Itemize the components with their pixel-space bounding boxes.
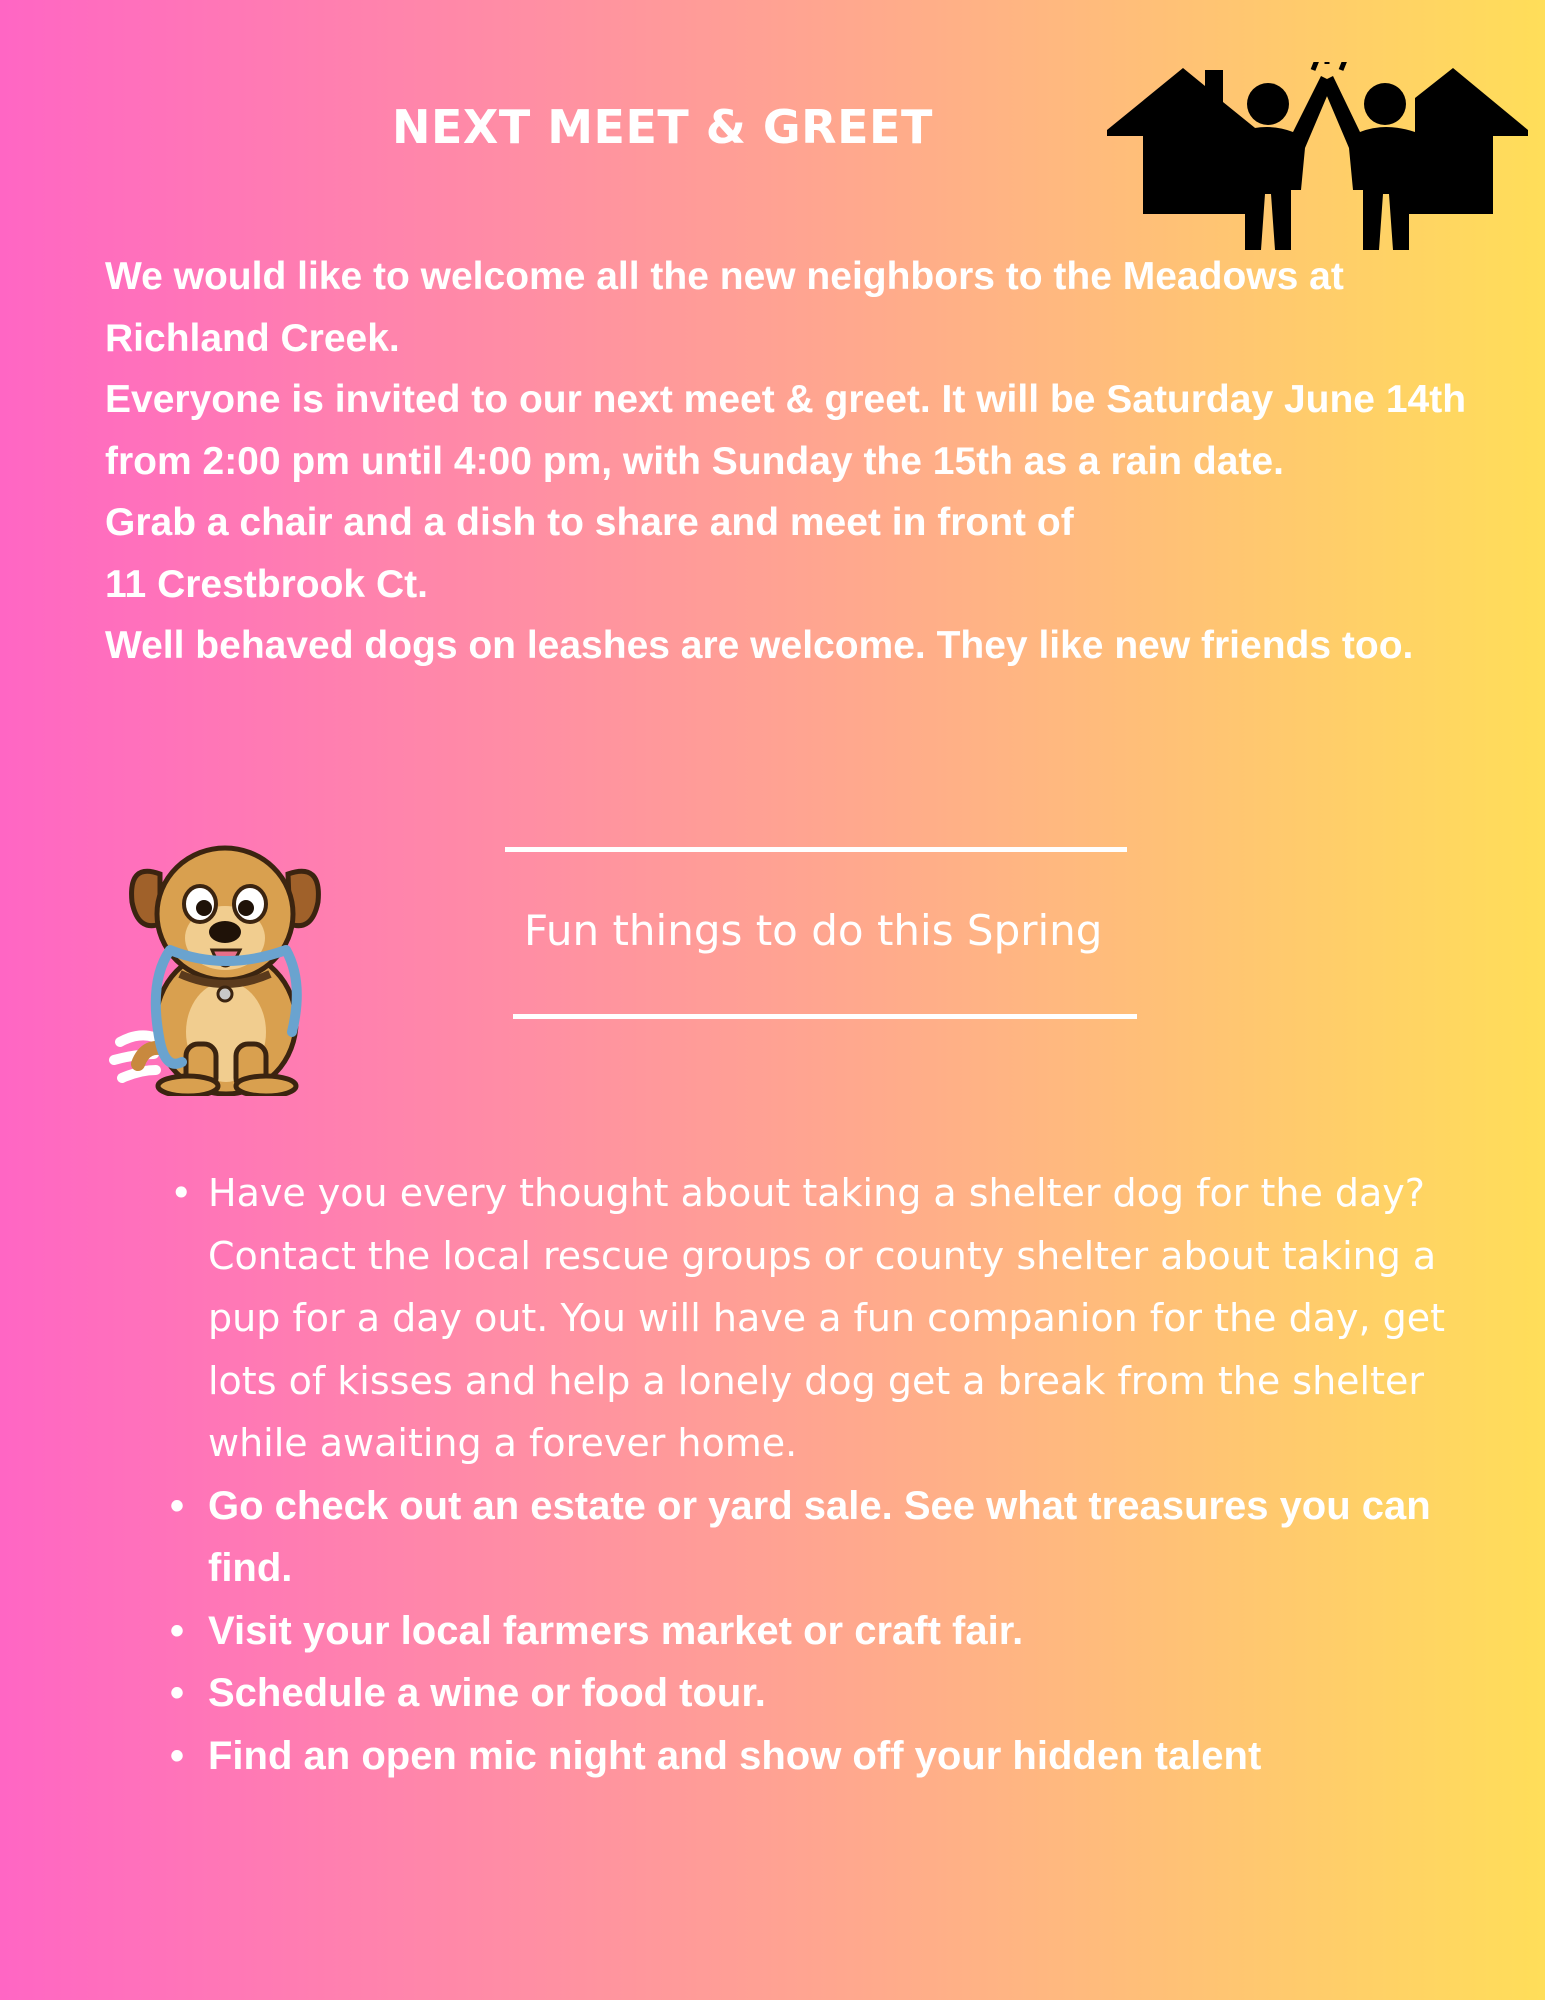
- activity-text: Go check out an estate or yard sale. See what treasures you can find.: [208, 1483, 1431, 1590]
- bullet-icon: •: [170, 1171, 193, 1215]
- bullet-icon: •: [170, 1733, 185, 1778]
- bullet-icon: •: [170, 1608, 185, 1653]
- list-item: [170, 1475, 1460, 1600]
- welcome-line: We would like to welcome all the new neighbors to the Meadows at Richland Creek.: [105, 255, 1344, 360]
- list-item: [170, 1600, 1460, 1663]
- activity-text: Schedule a wine or food tour.: [208, 1671, 766, 1715]
- list-item: [170, 1662, 1460, 1725]
- dogs-welcome-note: Well behaved dogs on leashes are welcome. They like new friends too.: [105, 624, 1414, 667]
- invitation-details: Everyone is invited to our next meet & greet. It will be Saturday June 14th from 2:00 pm until 4:00 pm, with Sunday the 15th as a rain date.: [105, 378, 1467, 483]
- activity-text: Find an open mic night and show off your hidden talent: [208, 1733, 1262, 1778]
- page-title: NEXT MEET & GREET: [392, 100, 933, 154]
- welcome-message: [105, 246, 1480, 677]
- dog-with-leash-icon: [108, 832, 348, 1096]
- activity-text: Have you every thought about taking a shelter dog for the day? Contact the local rescue groups or county shelter about taking a pup for a day out. You will have a fun companion for the day, get lots of kisses and help a lonely dog get a break from the shelter while awaiting a forever home.: [208, 1171, 1446, 1465]
- divider-top: [505, 847, 1127, 852]
- section-subtitle: Fun things to do this Spring: [524, 906, 1103, 955]
- meeting-address: 11 Crestbrook Ct.: [105, 562, 428, 606]
- activity-list: [170, 1162, 1460, 1787]
- list-item: [170, 1725, 1460, 1788]
- activity-text: Visit your local farmers market or craft fair.: [208, 1608, 1024, 1653]
- list-item: [170, 1162, 1460, 1475]
- bullet-icon: •: [170, 1671, 185, 1715]
- bullet-icon: •: [170, 1483, 185, 1528]
- neighbors-high-five-icon: [1105, 62, 1530, 252]
- bring-dish-note: Grab a chair and a dish to share and meet in front of: [105, 501, 1074, 544]
- divider-bottom: [513, 1014, 1137, 1019]
